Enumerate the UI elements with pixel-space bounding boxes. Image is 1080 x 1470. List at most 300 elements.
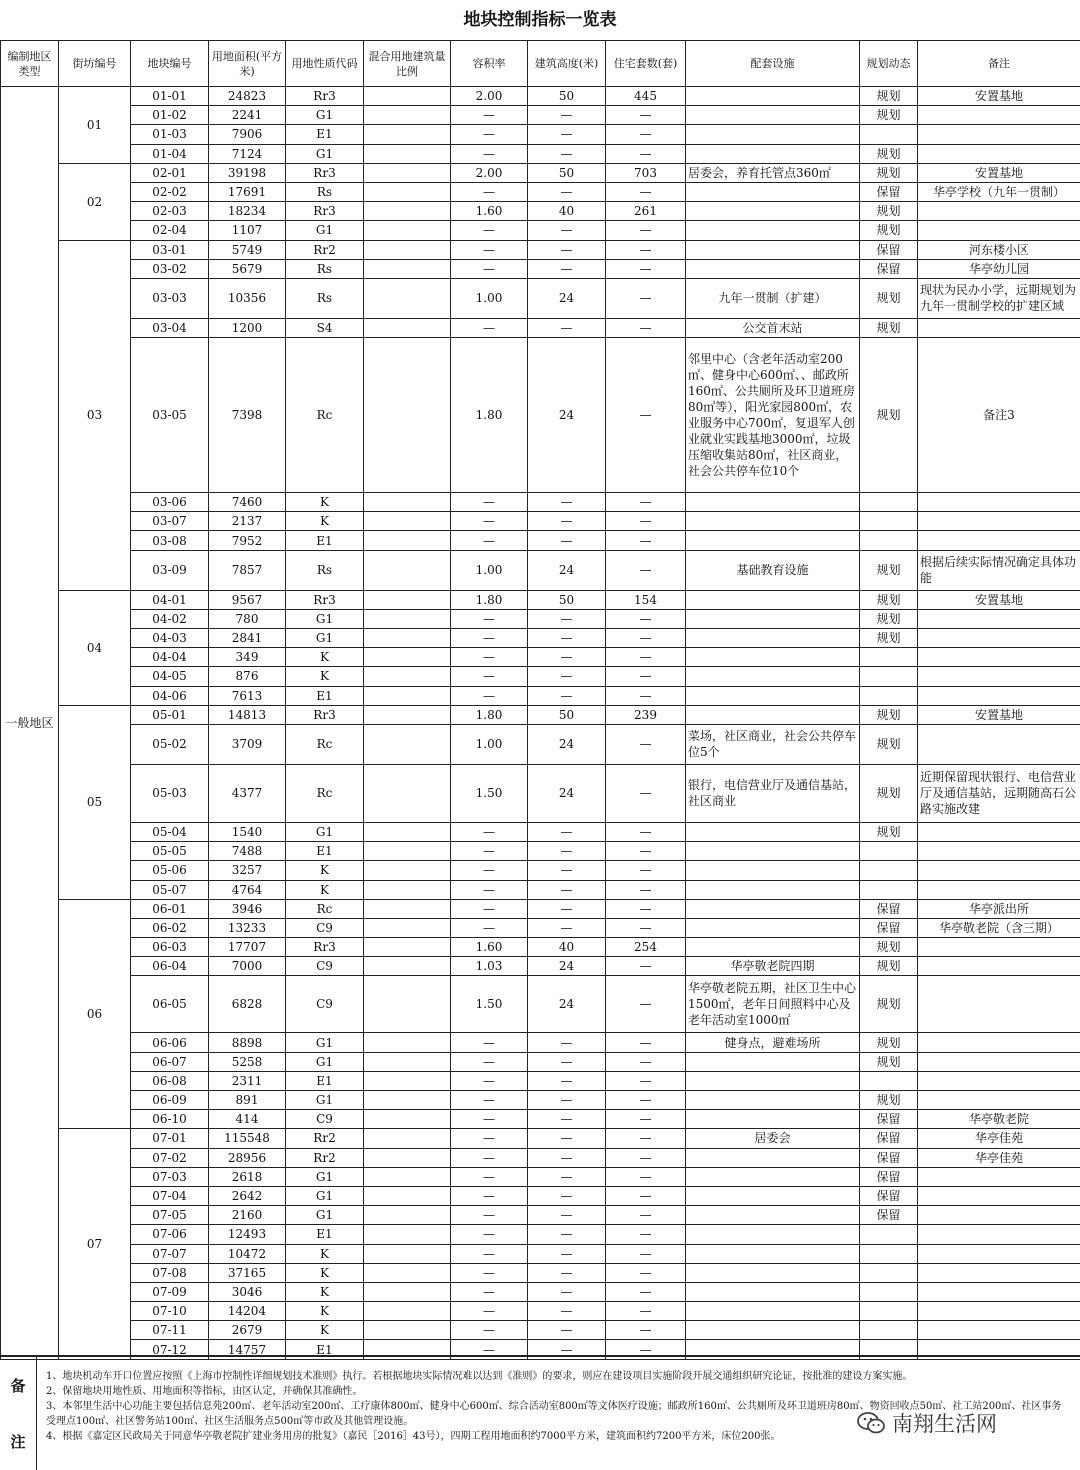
table-row <box>1 764 1080 822</box>
land-use-code-cell: E1 <box>286 686 364 705</box>
remark-cell <box>918 1282 1080 1301</box>
remark-cell <box>918 648 1080 667</box>
note-item: 3、本邻里生活中心功能主要包括信息苑200㎡、老年活动室200㎡、工疗康体800㎡、健身中心600㎡、综合活动室800㎡等文体医疗设施；邮政所160㎡、公共厕所及环卫道班房80㎡、物资回收点50㎡、社工站200㎡、社区事务受理点100㎡、社区警务站100㎡、社区生活服务点500㎡等市政及其他管理设施。 <box>46 1401 1062 1427</box>
mixed-ratio-cell <box>364 550 451 590</box>
lot-id-cell: 06-01 <box>131 899 209 918</box>
mixed-ratio-cell <box>364 1110 451 1129</box>
height-cell: — <box>528 1302 606 1321</box>
facilities-cell <box>686 1263 860 1282</box>
facilities-cell <box>686 1052 860 1071</box>
height-cell: — <box>528 1091 606 1110</box>
area-cell: 3946 <box>209 899 286 918</box>
lot-id-cell: 05-05 <box>131 842 209 861</box>
lot-id-cell: 04-02 <box>131 609 209 628</box>
mixed-ratio-cell <box>364 938 451 957</box>
status-cell <box>860 648 918 667</box>
facilities-cell <box>686 106 860 125</box>
remark-cell <box>918 106 1080 125</box>
remark-cell <box>918 861 1080 880</box>
block-id-cell: 04 <box>59 590 131 705</box>
header-row <box>1 41 1080 87</box>
facilities-cell <box>686 880 860 899</box>
area-cell: 7857 <box>209 550 286 590</box>
plot-ratio-cell: 1.00 <box>451 278 528 318</box>
height-cell: — <box>528 1129 606 1148</box>
table-row <box>1 106 1080 125</box>
remark-cell: 根据后续实际情况确定具体功能 <box>918 550 1080 590</box>
area-cell: 17691 <box>209 182 286 201</box>
units-cell: — <box>606 1110 686 1129</box>
remark-cell <box>918 667 1080 686</box>
table-row <box>1 1282 1080 1301</box>
note-item: 1、地块机动车开口位置应按照《上海市控制性详细规划技术准则》执行。若根据地块实际情况难以达到《准则》的要求，则应在建设项目实施阶段开展交通组织研究论证，按批准的建设方案实施。 <box>46 1371 913 1382</box>
area-cell: 1107 <box>209 221 286 240</box>
facilities-cell <box>686 259 860 278</box>
watermark <box>856 1406 997 1440</box>
units-cell: — <box>606 278 686 318</box>
table-row <box>1 899 1080 918</box>
area-cell: 13233 <box>209 918 286 937</box>
area-cell: 414 <box>209 1110 286 1129</box>
mixed-ratio-cell <box>364 957 451 976</box>
plot-ratio-cell: — <box>451 259 528 278</box>
units-cell: — <box>606 899 686 918</box>
facilities-cell <box>686 667 860 686</box>
facilities-cell <box>686 221 860 240</box>
table-row <box>1 240 1080 259</box>
area-cell: 39198 <box>209 163 286 182</box>
plot-ratio-cell: — <box>451 493 528 512</box>
lot-id-cell: 07-09 <box>131 1282 209 1301</box>
status-cell: 规划 <box>860 705 918 724</box>
facilities-cell <box>686 590 860 609</box>
header-cell: 建筑高度(米) <box>528 41 606 87</box>
status-cell: 规划 <box>860 278 918 318</box>
plot-ratio-cell: — <box>451 318 528 337</box>
table-row <box>1 1129 1080 1148</box>
table-row <box>1 629 1080 648</box>
height-cell: — <box>528 1225 606 1244</box>
plot-ratio-cell: — <box>451 1302 528 1321</box>
land-use-code-cell: Rr3 <box>286 590 364 609</box>
lot-id-cell: 06-10 <box>131 1110 209 1129</box>
units-cell: — <box>606 1148 686 1167</box>
header-cell: 编制地区类型 <box>1 41 59 87</box>
units-cell: 239 <box>606 705 686 724</box>
plot-ratio-cell: — <box>451 531 528 550</box>
land-use-code-cell: G1 <box>286 629 364 648</box>
land-use-code-cell: K <box>286 493 364 512</box>
area-cell: 17707 <box>209 938 286 957</box>
status-cell <box>860 1321 918 1340</box>
status-cell: 规划 <box>860 629 918 648</box>
table-row <box>1 1033 1080 1052</box>
status-cell: 规划 <box>860 202 918 221</box>
units-cell: — <box>606 125 686 144</box>
plot-ratio-cell: — <box>451 1033 528 1052</box>
lot-id-cell: 04-01 <box>131 590 209 609</box>
mixed-ratio-cell <box>364 259 451 278</box>
watermark-text: 南翔生活网 <box>892 1412 997 1436</box>
units-cell: — <box>606 1321 686 1340</box>
notes-label-char: 注 <box>10 1433 26 1452</box>
height-cell: 50 <box>528 87 606 106</box>
status-cell: 规划 <box>860 144 918 163</box>
table-row <box>1 861 1080 880</box>
units-cell: — <box>606 512 686 531</box>
facilities-cell: 华亭敬老院五期，社区卫生中心1500㎡，老年日间照料中心及老年活动室1000㎡ <box>686 976 860 1033</box>
table-row <box>1 163 1080 182</box>
plot-ratio-cell: 1.03 <box>451 957 528 976</box>
lot-id-cell: 02-01 <box>131 163 209 182</box>
area-cell: 3046 <box>209 1282 286 1301</box>
area-cell: 14204 <box>209 1302 286 1321</box>
land-use-code-cell: K <box>286 512 364 531</box>
height-cell: — <box>528 1071 606 1090</box>
plot-ratio-cell: 2.00 <box>451 87 528 106</box>
remark-cell: 华亭派出所 <box>918 899 1080 918</box>
facilities-cell <box>686 1071 860 1090</box>
remark-cell <box>918 125 1080 144</box>
land-use-code-cell: G1 <box>286 1186 364 1205</box>
area-cell: 10356 <box>209 278 286 318</box>
lot-id-cell: 02-03 <box>131 202 209 221</box>
height-cell: — <box>528 512 606 531</box>
lot-id-cell: 01-02 <box>131 106 209 125</box>
units-cell: — <box>606 764 686 822</box>
area-cell: 7000 <box>209 957 286 976</box>
lot-id-cell: 01-01 <box>131 87 209 106</box>
table-row <box>1 822 1080 841</box>
remark-cell: 华亭学校（九年一贯制） <box>918 182 1080 201</box>
table-row <box>1 531 1080 550</box>
notes-label <box>0 1357 37 1470</box>
facilities-cell <box>686 493 860 512</box>
facilities-cell <box>686 1206 860 1225</box>
units-cell: — <box>606 221 686 240</box>
facilities-cell <box>686 1186 860 1205</box>
height-cell: — <box>528 493 606 512</box>
status-cell <box>860 880 918 899</box>
lot-id-cell: 03-08 <box>131 531 209 550</box>
area-cell: 2618 <box>209 1167 286 1186</box>
mixed-ratio-cell <box>364 278 451 318</box>
header-cell: 用地性质代码 <box>286 41 364 87</box>
land-use-code-cell: Rc <box>286 338 364 493</box>
lot-id-cell: 03-06 <box>131 493 209 512</box>
plot-ratio-cell: — <box>451 1244 528 1263</box>
status-cell <box>860 1225 918 1244</box>
status-cell: 规划 <box>860 822 918 841</box>
mixed-ratio-cell <box>364 1167 451 1186</box>
page-title: 地块控制指标一览表 <box>463 10 617 30</box>
lot-id-cell: 06-09 <box>131 1091 209 1110</box>
height-cell: — <box>528 221 606 240</box>
height-cell: 50 <box>528 163 606 182</box>
mixed-ratio-cell <box>364 724 451 764</box>
land-use-code-cell: K <box>286 1302 364 1321</box>
units-cell: — <box>606 1263 686 1282</box>
area-cell: 876 <box>209 667 286 686</box>
units-cell: — <box>606 1167 686 1186</box>
remark-cell <box>918 957 1080 976</box>
land-use-code-cell: Rs <box>286 259 364 278</box>
lot-id-cell: 07-12 <box>131 1340 209 1359</box>
land-use-code-cell: G1 <box>286 1206 364 1225</box>
mixed-ratio-cell <box>364 87 451 106</box>
remark-cell <box>918 1321 1080 1340</box>
facilities-cell: 健身点，避难场所 <box>686 1033 860 1052</box>
note-item: 2、保留地块用地性质、用地面积等指标，由区认定，并确保其准确性。 <box>46 1386 363 1397</box>
lot-id-cell: 04-03 <box>131 629 209 648</box>
lot-id-cell: 04-06 <box>131 686 209 705</box>
control-index-table <box>0 40 1080 1360</box>
height-cell: 24 <box>528 764 606 822</box>
land-use-code-cell: Rr3 <box>286 202 364 221</box>
land-use-code-cell: Rr3 <box>286 87 364 106</box>
height-cell: — <box>528 1186 606 1205</box>
status-cell: 规划 <box>860 550 918 590</box>
facilities-cell <box>686 531 860 550</box>
area-cell: 2160 <box>209 1206 286 1225</box>
height-cell: — <box>528 629 606 648</box>
status-cell <box>860 1071 918 1090</box>
remark-cell: 华亭佳苑 <box>918 1148 1080 1167</box>
plot-ratio-cell: 2.00 <box>451 163 528 182</box>
status-cell: 保留 <box>860 1167 918 1186</box>
plot-ratio-cell: — <box>451 1340 528 1359</box>
area-cell: 115548 <box>209 1129 286 1148</box>
area-cell: 2841 <box>209 629 286 648</box>
status-cell <box>860 667 918 686</box>
area-cell: 7398 <box>209 338 286 493</box>
lot-id-cell: 06-08 <box>131 1071 209 1090</box>
notes-label-char: 备 <box>10 1376 26 1395</box>
plot-ratio-cell: — <box>451 842 528 861</box>
plot-ratio-cell: — <box>451 880 528 899</box>
units-cell: — <box>606 182 686 201</box>
lot-id-cell: 05-07 <box>131 880 209 899</box>
mixed-ratio-cell <box>364 202 451 221</box>
status-cell: 保留 <box>860 918 918 937</box>
table-row <box>1 667 1080 686</box>
land-use-code-cell: C9 <box>286 976 364 1033</box>
table-row <box>1 221 1080 240</box>
table-row <box>1 182 1080 201</box>
status-cell: 规划 <box>860 764 918 822</box>
remark-cell: 安置基地 <box>918 705 1080 724</box>
facilities-cell <box>686 182 860 201</box>
status-cell: 规划 <box>860 338 918 493</box>
lot-id-cell: 06-05 <box>131 976 209 1033</box>
height-cell: — <box>528 861 606 880</box>
land-use-code-cell: Rc <box>286 764 364 822</box>
land-use-code-cell: Rs <box>286 182 364 201</box>
area-cell: 3709 <box>209 724 286 764</box>
plot-ratio-cell: — <box>451 1321 528 1340</box>
remark-cell: 华亭幼儿园 <box>918 259 1080 278</box>
region-type-cell: 一般地区 <box>1 87 59 1360</box>
land-use-code-cell: K <box>286 1263 364 1282</box>
lot-id-cell: 04-04 <box>131 648 209 667</box>
area-cell: 9567 <box>209 590 286 609</box>
land-use-code-cell: E1 <box>286 1340 364 1359</box>
table-row <box>1 318 1080 337</box>
lot-id-cell: 05-06 <box>131 861 209 880</box>
table-row <box>1 842 1080 861</box>
height-cell: — <box>528 609 606 628</box>
status-cell: 规划 <box>860 1091 918 1110</box>
area-cell: 10472 <box>209 1244 286 1263</box>
plot-ratio-cell: 1.00 <box>451 724 528 764</box>
mixed-ratio-cell <box>364 667 451 686</box>
mixed-ratio-cell <box>364 1225 451 1244</box>
remark-cell <box>918 221 1080 240</box>
plot-ratio-cell: — <box>451 686 528 705</box>
units-cell: — <box>606 1206 686 1225</box>
status-cell <box>860 531 918 550</box>
area-cell: 2137 <box>209 512 286 531</box>
remark-cell <box>918 493 1080 512</box>
lot-id-cell: 04-05 <box>131 667 209 686</box>
lot-id-cell: 07-01 <box>131 1129 209 1148</box>
land-use-code-cell: Rr2 <box>286 1148 364 1167</box>
units-cell: — <box>606 976 686 1033</box>
remark-cell <box>918 202 1080 221</box>
remark-cell: 备注3 <box>918 338 1080 493</box>
header-cell: 住宅套数(套) <box>606 41 686 87</box>
table-row <box>1 957 1080 976</box>
height-cell: — <box>528 318 606 337</box>
land-use-code-cell: G1 <box>286 1033 364 1052</box>
mixed-ratio-cell <box>364 125 451 144</box>
plot-ratio-cell: 1.50 <box>451 976 528 1033</box>
facilities-cell: 邻里中心（含老年活动室200㎡、健身中心600㎡、、邮政所160㎡、公共厕所及环卫道班房80㎡等），阳光家园800㎡，农业服务中心700㎡，复退军人创业就业实践基地3000㎡，垃圾压缩收集站80㎡，社区商业，社会公共停车位10个 <box>686 338 860 493</box>
land-use-code-cell: G1 <box>286 1167 364 1186</box>
area-cell: 1200 <box>209 318 286 337</box>
facilities-cell <box>686 1225 860 1244</box>
header-cell: 混合用地建筑量比例 <box>364 41 451 87</box>
mixed-ratio-cell <box>364 609 451 628</box>
mixed-ratio-cell <box>364 976 451 1033</box>
area-cell: 14757 <box>209 1340 286 1359</box>
facilities-cell <box>686 1302 860 1321</box>
remark-cell: 安置基地 <box>918 590 1080 609</box>
table-row <box>1 648 1080 667</box>
height-cell: 40 <box>528 938 606 957</box>
units-cell: — <box>606 609 686 628</box>
remark-cell <box>918 609 1080 628</box>
mixed-ratio-cell <box>364 106 451 125</box>
remark-cell <box>918 822 1080 841</box>
table-row <box>1 493 1080 512</box>
status-cell <box>860 125 918 144</box>
mixed-ratio-cell <box>364 240 451 259</box>
mixed-ratio-cell <box>364 822 451 841</box>
lot-id-cell: 07-07 <box>131 1244 209 1263</box>
header-cell: 规划动态 <box>860 41 918 87</box>
land-use-code-cell: Rr2 <box>286 240 364 259</box>
mixed-ratio-cell <box>364 144 451 163</box>
table-row <box>1 338 1080 493</box>
height-cell: — <box>528 648 606 667</box>
land-use-code-cell: K <box>286 1321 364 1340</box>
land-use-code-cell: K <box>286 648 364 667</box>
facilities-cell <box>686 1282 860 1301</box>
facilities-cell <box>686 1091 860 1110</box>
area-cell: 7906 <box>209 125 286 144</box>
units-cell: — <box>606 1340 686 1359</box>
height-cell: 24 <box>528 957 606 976</box>
facilities-cell <box>686 609 860 628</box>
status-cell: 规划 <box>860 221 918 240</box>
mixed-ratio-cell <box>364 163 451 182</box>
note-item: 4、根据《嘉定区民政局关于同意华亭敬老院扩建业务用房的批复》（嘉民［2016］43号），四期工程用地面积约7000平方米，建筑面积约7200平方米，床位200张。 <box>46 1431 781 1442</box>
mixed-ratio-cell <box>364 1052 451 1071</box>
height-cell: 24 <box>528 550 606 590</box>
units-cell: 254 <box>606 938 686 957</box>
height-cell: — <box>528 125 606 144</box>
mixed-ratio-cell <box>364 1206 451 1225</box>
height-cell: — <box>528 1340 606 1359</box>
plot-ratio-cell: 1.50 <box>451 764 528 822</box>
remark-cell: 安置基地 <box>918 163 1080 182</box>
lot-id-cell: 05-03 <box>131 764 209 822</box>
plot-ratio-cell: — <box>451 1091 528 1110</box>
facilities-cell <box>686 202 860 221</box>
plot-ratio-cell: 1.80 <box>451 338 528 493</box>
status-cell: 规划 <box>860 163 918 182</box>
area-cell: 18234 <box>209 202 286 221</box>
height-cell: — <box>528 531 606 550</box>
status-cell: 保留 <box>860 259 918 278</box>
lot-id-cell: 07-03 <box>131 1167 209 1186</box>
remark-cell: 华亭敬老院 <box>918 1110 1080 1129</box>
remark-cell <box>918 976 1080 1033</box>
facilities-cell <box>686 87 860 106</box>
mixed-ratio-cell <box>364 1282 451 1301</box>
wechat-icon <box>856 1410 886 1436</box>
plot-ratio-cell: — <box>451 1071 528 1090</box>
height-cell: — <box>528 822 606 841</box>
height-cell: — <box>528 1244 606 1263</box>
table-row <box>1 1263 1080 1282</box>
status-cell: 规划 <box>860 976 918 1033</box>
block-id-cell: 03 <box>59 240 131 590</box>
units-cell: — <box>606 880 686 899</box>
lot-id-cell: 07-06 <box>131 1225 209 1244</box>
lot-id-cell: 03-09 <box>131 550 209 590</box>
units-cell: — <box>606 629 686 648</box>
mixed-ratio-cell <box>364 1186 451 1205</box>
land-use-code-cell: E1 <box>286 1071 364 1090</box>
plot-ratio-cell: — <box>451 182 528 201</box>
table-row <box>1 144 1080 163</box>
height-cell: — <box>528 144 606 163</box>
height-cell: 40 <box>528 202 606 221</box>
units-cell: — <box>606 1225 686 1244</box>
area-cell: 7613 <box>209 686 286 705</box>
lot-id-cell: 07-02 <box>131 1148 209 1167</box>
units-cell: — <box>606 1033 686 1052</box>
lot-id-cell: 05-02 <box>131 724 209 764</box>
mixed-ratio-cell <box>364 686 451 705</box>
plot-ratio-cell: — <box>451 918 528 937</box>
land-use-code-cell: K <box>286 861 364 880</box>
remark-cell <box>918 1206 1080 1225</box>
facilities-cell: 公交首末站 <box>686 318 860 337</box>
land-use-code-cell: G1 <box>286 1052 364 1071</box>
